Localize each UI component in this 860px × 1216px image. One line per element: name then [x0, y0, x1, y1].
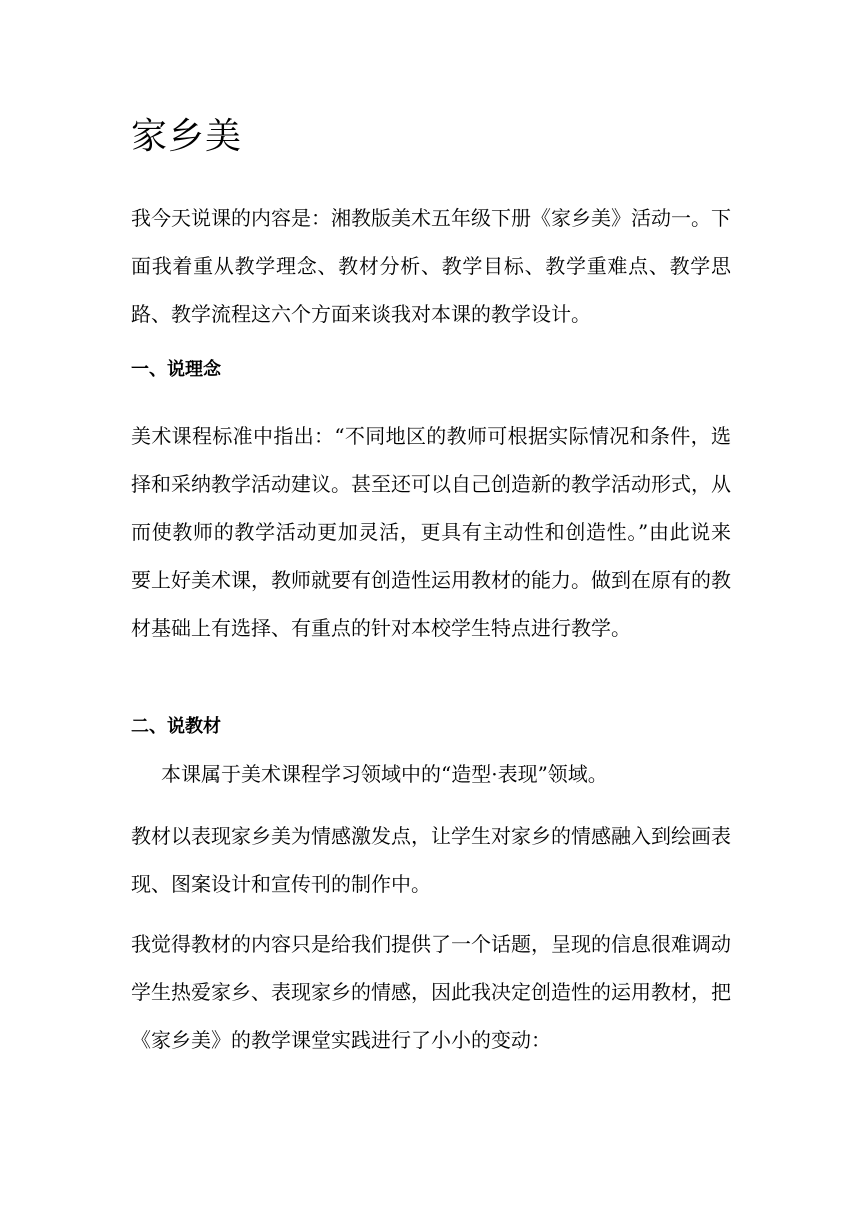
section-heading-concept: 一、说理念: [131, 359, 221, 380]
textbook-paragraph-3: 我觉得教材的内容只是给我们提供了一个话题，呈现的信息很难调动学生热爱家乡、表现家乡的情感，因此我决定创造性的运用教材，把《家乡美》的教学课堂实践进行了小小的变动：: [131, 932, 731, 1052]
intro-paragraph: 我今天说课的内容是：湘教版美术五年级下册《家乡美》活动一。下面我着重从教学理念、教材分析、教学目标、教学重难点、教学思路、教学流程这六个方面来谈我对本课的教学设计。: [131, 206, 731, 326]
document-title: 家乡美: [131, 116, 243, 157]
concept-paragraph: 美术课程标准中指出：“不同地区的教师可根据实际情况和条件，选择和采纳教学活动建议。甚至还可以自己创造新的教学活动形式，从而使教师的教学活动更加灵活，更具有主动性和创造性。”由此说来要上好美术课，教师就要有创造性运用教材的能力。做到在原有的教材基础上有选择、有重点的针对本校学生特点进行教学。: [131, 424, 731, 640]
textbook-paragraph-2: 教材以表现家乡美为情感激发点，让学生对家乡的情感融入到绘画表现、图案设计和宣传刊的制作中。: [131, 824, 731, 896]
textbook-paragraph-1: 本课属于美术课程学习领域中的“造型·表现”领域。: [161, 762, 608, 786]
section-heading-textbook: 二、说教材: [131, 716, 221, 737]
